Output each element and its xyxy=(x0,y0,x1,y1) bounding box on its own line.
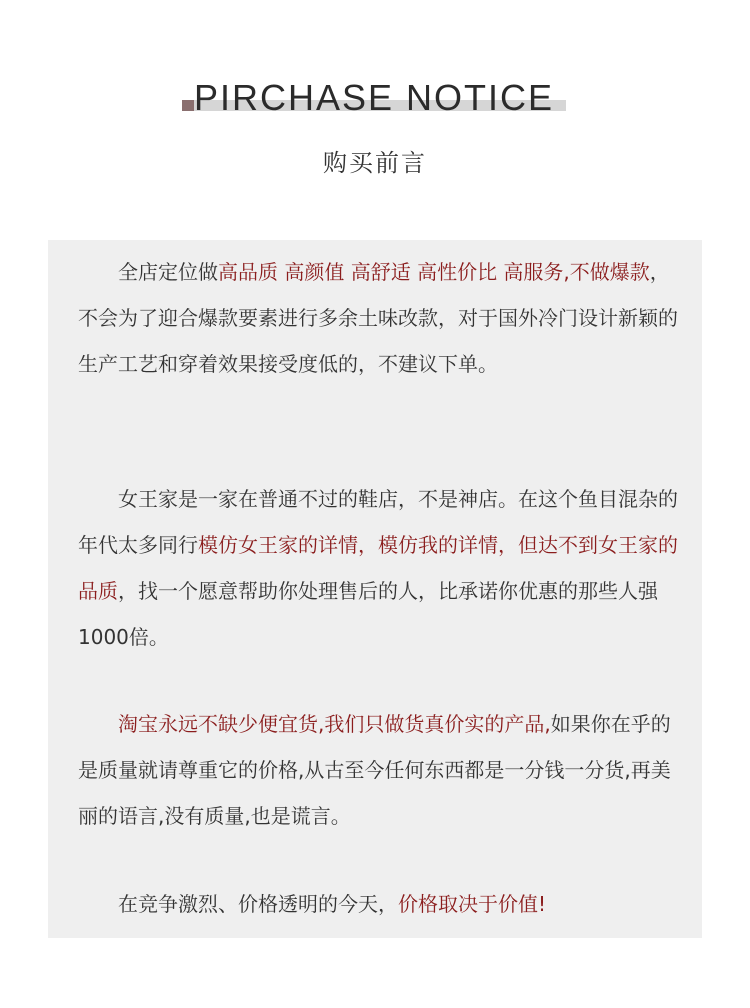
paragraph-text: ，找一个愿意帮助你处理售后的人，比承诺你优惠的那些人强1000倍。 xyxy=(78,579,658,649)
paragraph-highlight: 价格取决于价值! xyxy=(398,892,547,916)
paragraph-highlight: 淘宝永远不缺少便宜货,我们只做货真价实的产品, xyxy=(118,712,551,736)
header xyxy=(0,0,750,240)
notice-panel xyxy=(48,240,702,938)
notice-paragraph-2 xyxy=(78,476,678,660)
paragraph-text: 女王家是一家在普通不过的鞋店，不是神店。在这个鱼目混杂的年代太多同行 xyxy=(78,487,678,557)
title-block xyxy=(182,78,566,118)
notice-paragraph-1 xyxy=(78,249,678,387)
page-title: PIRCHASE NOTICE xyxy=(193,77,555,118)
paragraph-text: 在竞争激烈、价格透明的今天， xyxy=(118,892,398,916)
paragraph-text: ，不会为了迎合爆款要素进行多余土味改款，对于国外冷门设计新颖的生产工艺和穿着效果接受度低的，不建议下单。 xyxy=(78,260,678,376)
notice-paragraph-3 xyxy=(78,701,678,839)
paragraph-text: 如果你在乎的是质量就请尊重它的价格,从古至今任何东西都是一分钱一分货,再美丽的语言,没有质量,也是谎言。 xyxy=(78,712,671,828)
paragraph-text: 全店定位做 xyxy=(118,260,218,284)
paragraph-highlight: 高品质 高颜值 高舒适 高性价比 高服务,不做爆款 xyxy=(218,260,650,284)
paragraph-highlight: 模仿女王家的详情，模仿我的详情，但达不到女王家的品质 xyxy=(78,533,678,603)
page-subtitle: 购买前言 xyxy=(323,149,427,177)
notice-paragraph-4 xyxy=(78,881,678,927)
